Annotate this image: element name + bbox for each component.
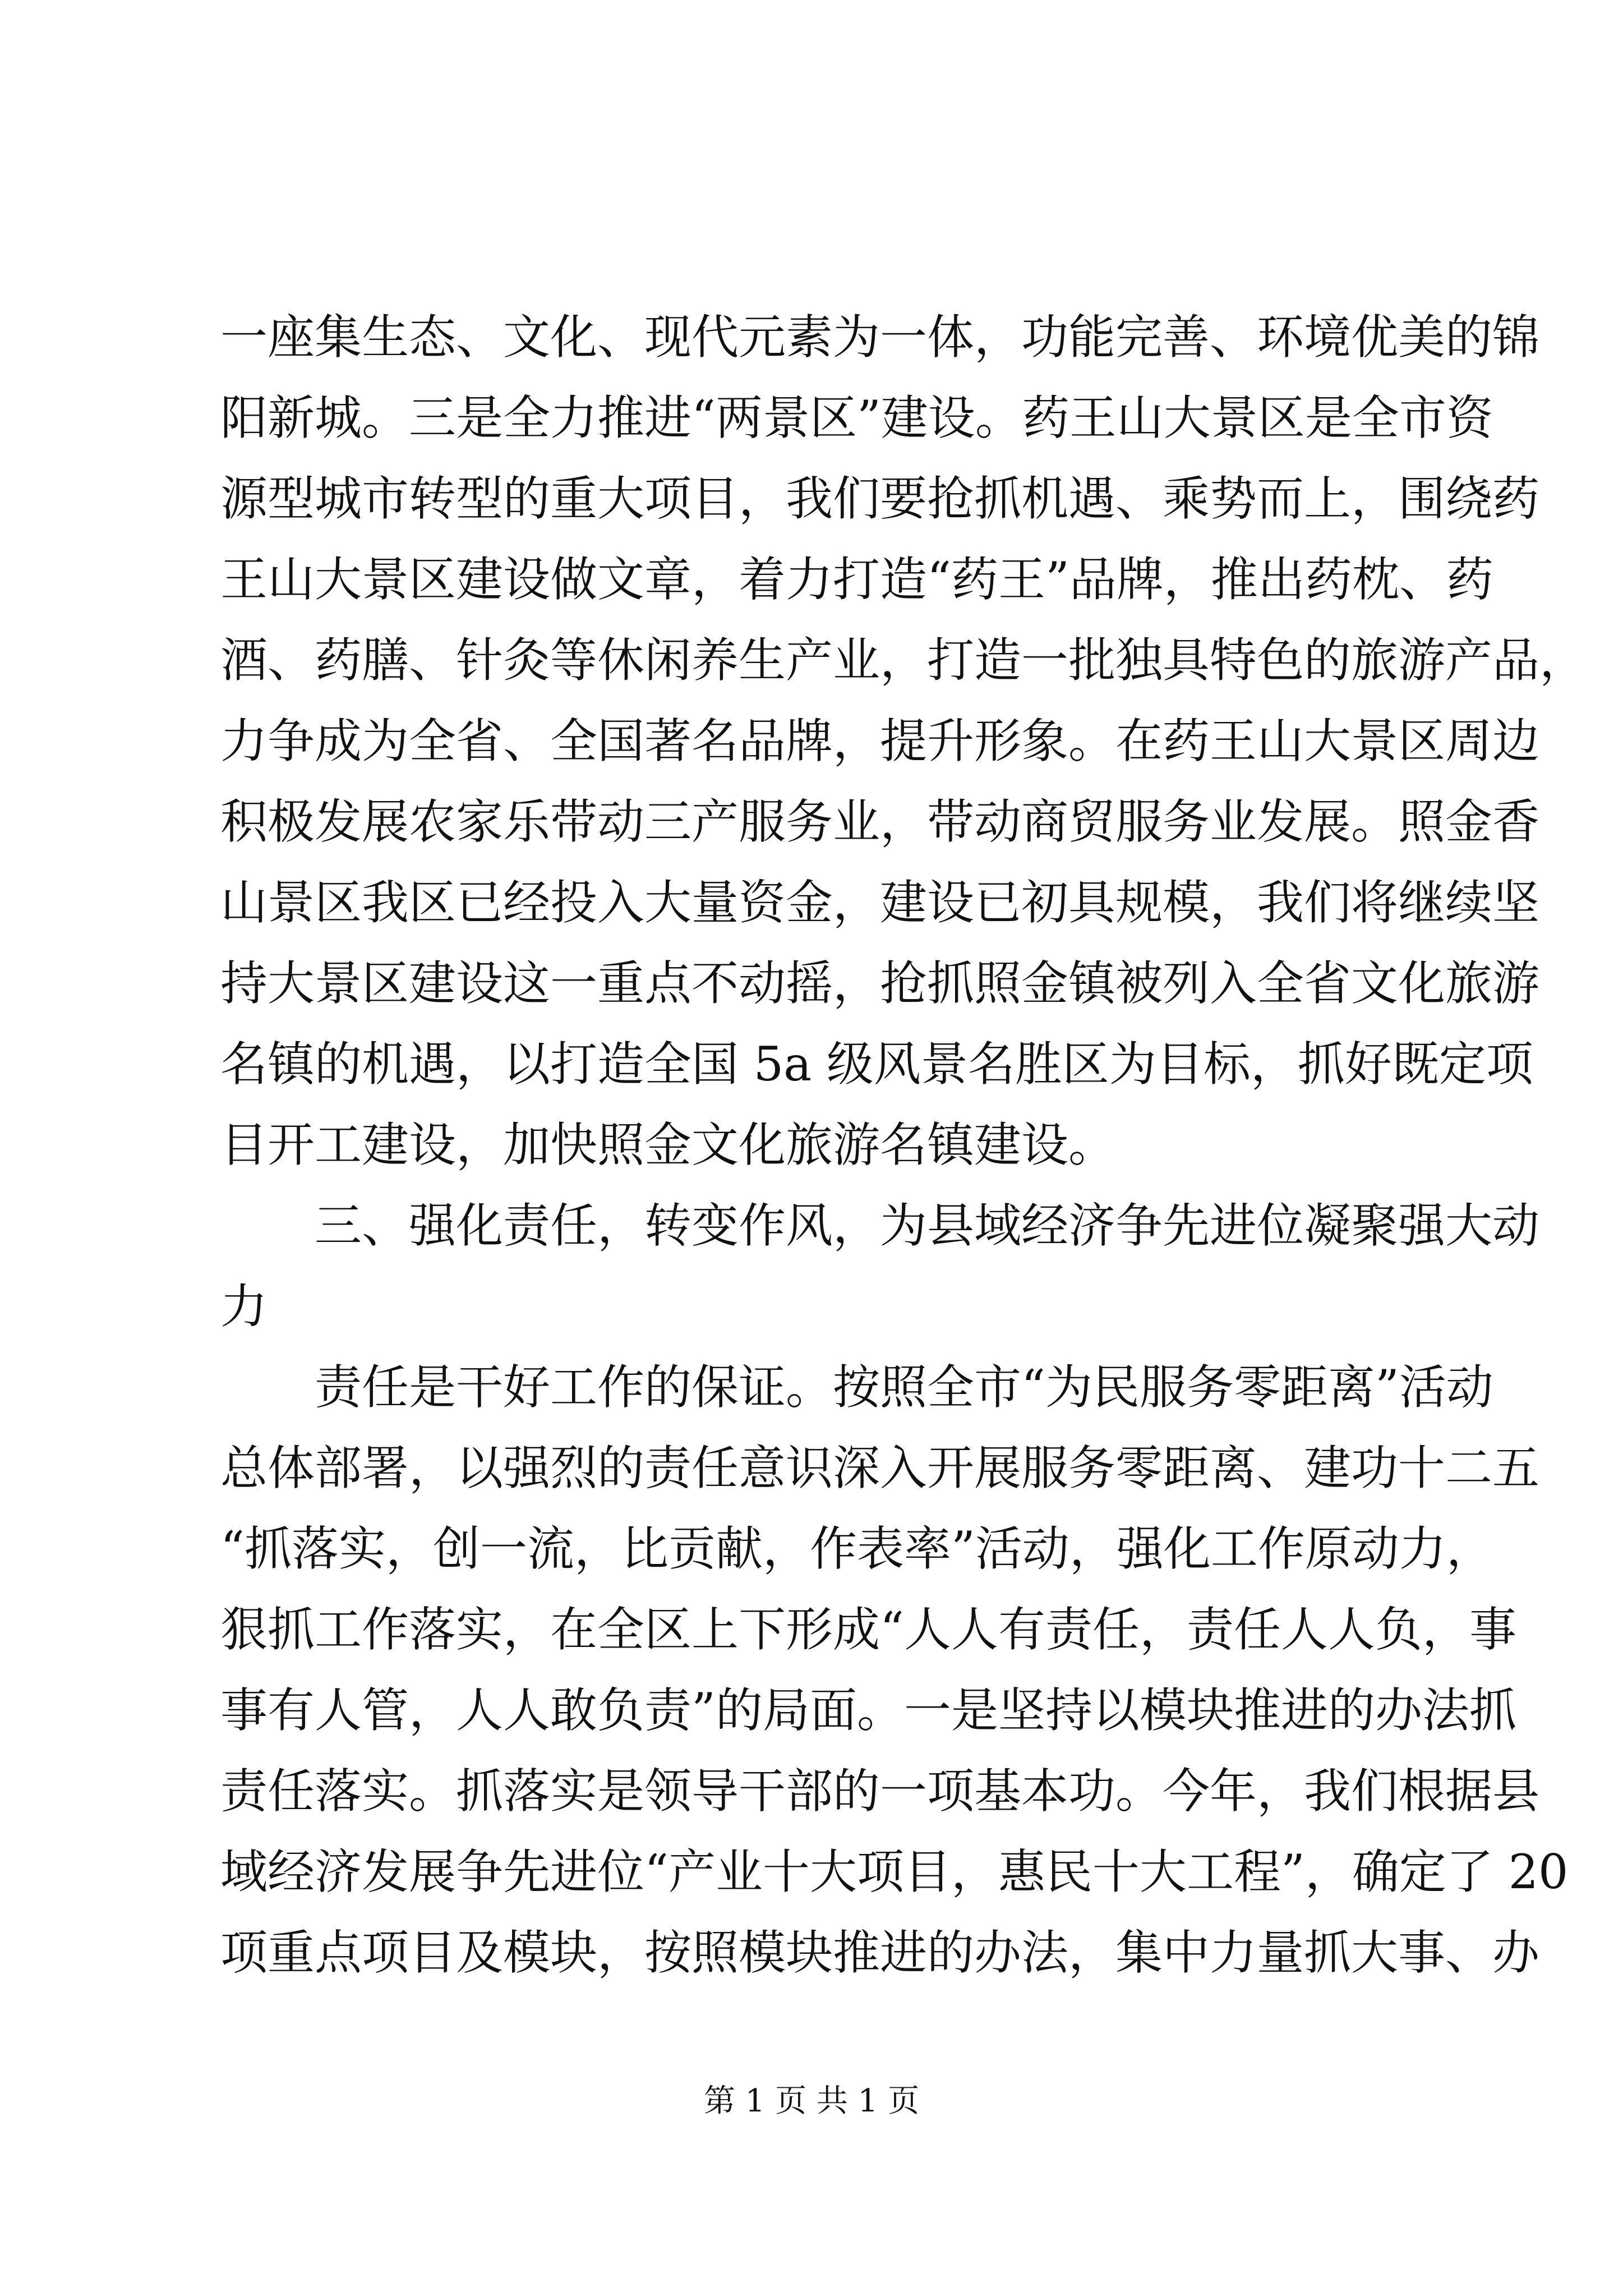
text-line: 酒、药膳、针灸等休闲养生产业，打造一批独具特色的旅游产品， xyxy=(220,633,1587,688)
section-heading xyxy=(220,1185,1540,1347)
text-line: 山景区我区已经投入大量资金，建设已初具规模，我们将继续坚 xyxy=(220,875,1540,930)
text-line: 域经济发展争先进位“产业十大项目，惠民十大工程”，确定了 20 xyxy=(220,1844,1569,1899)
text-line: 总体部署，以强烈的责任意识深入开展服务零距离、建功十二五 xyxy=(220,1441,1540,1496)
text-line: 源型城市转型的重大项目，我们要抢抓机遇、乘势而上，围绕药 xyxy=(220,471,1540,526)
text-line: “抓落实，创一流，比贡献，作表率”活动，强化工作原动力， xyxy=(220,1521,1493,1576)
document-body xyxy=(220,297,1587,1993)
heading-line: 力 xyxy=(220,1279,268,1334)
text-line: 狠抓工作落实，在全区上下形成“人人有责任，责任人人负，事 xyxy=(220,1602,1516,1657)
text-line: 持大景区建设这一重点不动摇，抢抓照金镇被列入全省文化旅游 xyxy=(220,956,1540,1011)
text-line: 目开工建设，加快照金文化旅游名镇建设。 xyxy=(220,1117,1116,1172)
text-line: 事有人管，人人敢负责”的局面。一是坚持以模块推进的办法抓 xyxy=(220,1683,1516,1738)
heading-line: 三、强化责任，转变作风，为县域经济争先进位凝聚强大动 xyxy=(315,1198,1540,1253)
text-line: 力争成为全省、全国著名品牌，提升形象。在药王山大景区周边 xyxy=(220,714,1540,769)
paragraph-continued xyxy=(220,297,1587,1185)
text-line: 项重点项目及模块，按照模块推进的办法，集中力量抓大事、办 xyxy=(220,1925,1540,1980)
text-line: 责任是干好工作的保证。按照全市“为民服务零距离”活动 xyxy=(315,1360,1493,1415)
text-line: 一座集生态、文化、现代元素为一体，功能完善、环境优美的锦 xyxy=(220,310,1540,365)
text-line: 王山大景区建设做文章，着力打造“药王”品牌，推出药枕、药 xyxy=(220,552,1493,607)
text-line: 阳新城。三是全力推进“两景区”建设。药王山大景区是全市资 xyxy=(220,390,1493,445)
text-line: 责任落实。抓落实是领导干部的一项基本功。今年，我们根据县 xyxy=(220,1764,1540,1819)
text-line: 积极发展农家乐带动三产服务业，带动商贸服务业发展。照金香 xyxy=(220,794,1540,849)
page-footer xyxy=(0,2079,1623,2124)
text-line: 名镇的机遇，以打造全国 5a 级风景名胜区为目标，抓好既定项 xyxy=(220,1037,1533,1092)
body-paragraph xyxy=(220,1347,1569,1993)
page-number: 第 1 页 共 1 页 xyxy=(703,2083,920,2119)
